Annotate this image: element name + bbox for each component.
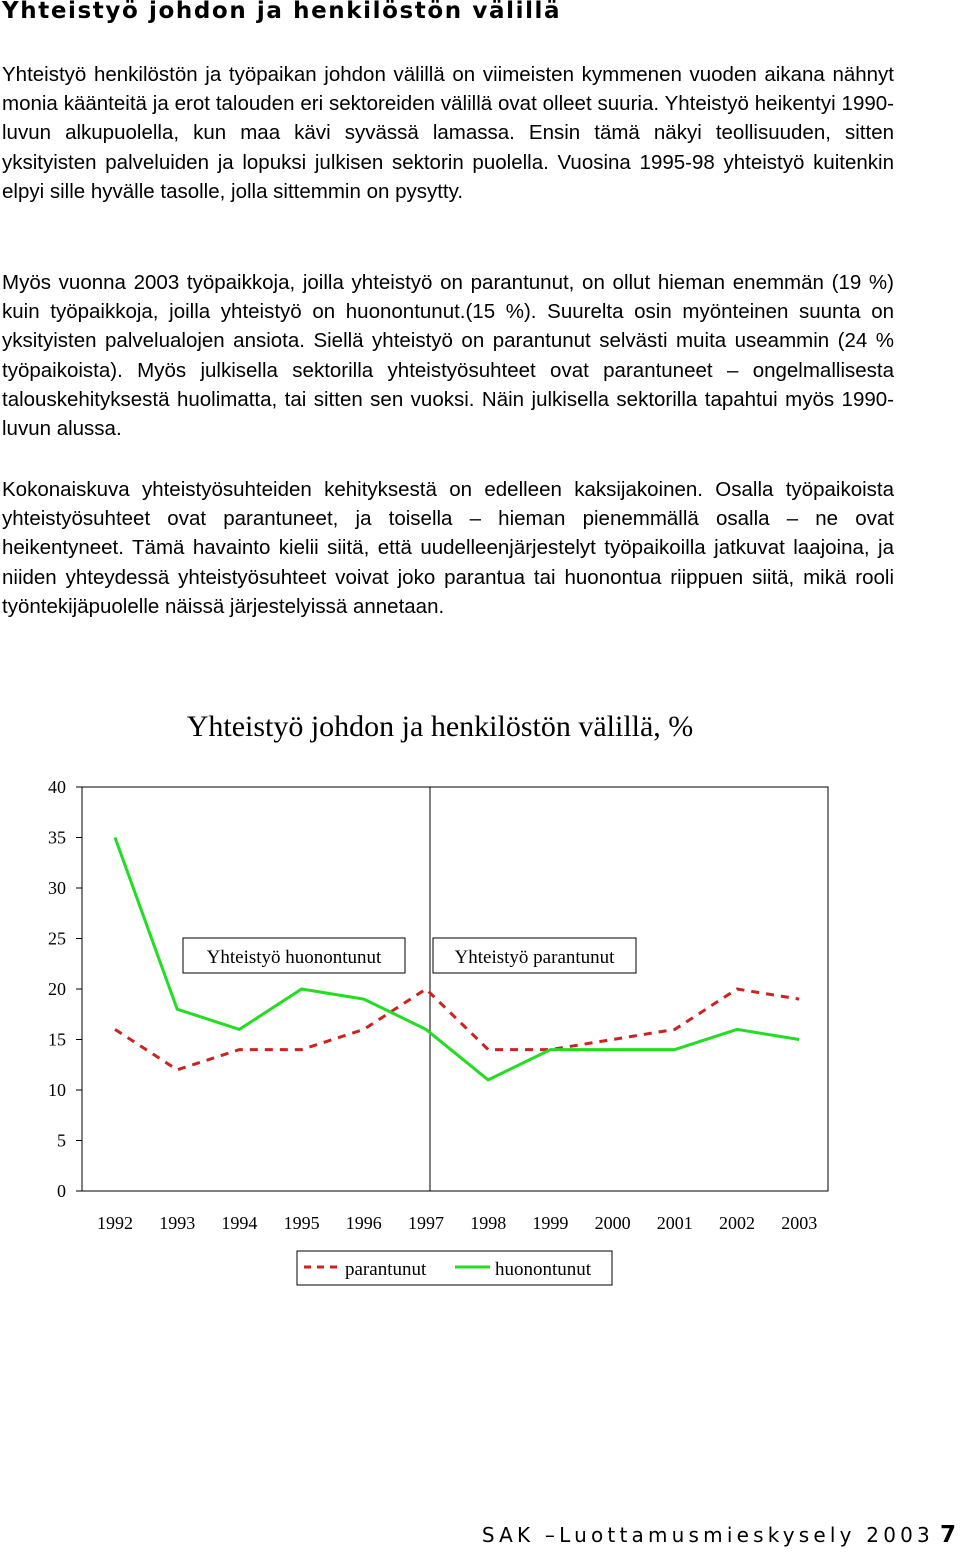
x-tick-label: 2002 bbox=[719, 1213, 755, 1233]
paragraph-3: Kokonaiskuva yhteistyösuhteiden kehityksestä on edelleen kaksijakoinen. Osalla työpaikoista yhteistyösuhteet ovat parantuneet, ja toisella – hieman pienemmällä osalla – ne ovat heikentyneet. Tämä havainto kielii siitä, että uudelleenjärjestelyt työpaikoilla jatkuvat laajoina, ja niiden yhteydessä yhteistyösuhteet voivat joko parantua tai huonontua riippuen siitä, mikä rooli työntekijäpuolelle näissä järjestelyissä annetaan. bbox=[2, 478, 894, 618]
page-number: 7 bbox=[939, 1522, 956, 1548]
x-tick-label: 1997 bbox=[408, 1213, 444, 1233]
y-tick-label: 0 bbox=[57, 1181, 66, 1201]
legend-label-huonontunut: huonontunut bbox=[495, 1259, 592, 1280]
y-tick-label: 35 bbox=[48, 827, 66, 848]
x-tick-label: 1993 bbox=[159, 1213, 196, 1233]
series-line-parantunut bbox=[115, 989, 799, 1070]
paragraph-2: Myös vuonna 2003 työpaikkoja, joilla yhteistyö on parantunut, on ollut hieman enemmän (19 %) kuin työpaikkoja, joilla yhteistyö on huonontunut.(15 %). Suurelta osin myönteinen suunta on yksityisten palvelualojen ansiota. Siellä yhteistyö on parantunut selvästi muita useammin (24 % työpaikoista). Myös julkisella sektorilla yhteistyösuhteet ovat parantuneet – ongelmallisesta talouskehityksestä huolimatta, tai sitten sen vuoksi. Näin julkisella sektorilla tapahtui myös 1990-luvun alussa. bbox=[2, 271, 894, 441]
x-tick-label: 1995 bbox=[283, 1213, 320, 1233]
x-tick-label: 2003 bbox=[781, 1213, 818, 1233]
annotation-label: Yhteistyö parantunut bbox=[454, 947, 615, 968]
y-tick-label: 20 bbox=[48, 979, 66, 999]
x-tick-label: 1992 bbox=[97, 1213, 133, 1233]
y-tick-label: 25 bbox=[48, 928, 66, 949]
paragraph-1: Yhteistyö henkilöstön ja työpaikan johdon välillä on viimeisten kymmenen vuoden aikana nähnyt monia käänteitä ja erot talouden eri sektoreiden välillä ovat olleet suuria. Yhteistyö heikentyi 1990-luvun alkupuolella, kun maa kävi syvässä lamassa. Ensin tämä näkyi teollisuuden, sitten yksityisten palveluiden ja lopuksi julkisen sektorin puolella. Vuosina 1995-98 yhteistyö kuitenkin elpyi sille hyvälle tasolle, jolla sittemmin on pysytty. bbox=[2, 63, 894, 203]
x-tick-label: 1999 bbox=[532, 1213, 569, 1233]
y-tick-label: 5 bbox=[57, 1130, 66, 1151]
x-tick-label: 1996 bbox=[345, 1213, 382, 1233]
page-heading: Yhteistyö johdon ja henkilöstön välillä bbox=[2, 0, 562, 24]
legend-label-parantunut: parantunut bbox=[345, 1259, 427, 1280]
footer-text: SAK –Luottamusmieskysely 2003 bbox=[481, 1523, 934, 1547]
y-tick-label: 30 bbox=[48, 878, 66, 898]
x-tick-label: 1998 bbox=[470, 1213, 507, 1233]
y-tick-label: 10 bbox=[48, 1080, 66, 1100]
x-tick-label: 1994 bbox=[221, 1213, 258, 1233]
plot-area bbox=[82, 787, 828, 1191]
footer bbox=[482, 1522, 956, 1548]
y-tick-label: 15 bbox=[48, 1029, 66, 1050]
x-tick-label: 2001 bbox=[656, 1213, 693, 1233]
chart-title: Yhteistyö johdon ja henkilöstön välillä, % bbox=[186, 710, 694, 743]
line-chart bbox=[0, 690, 960, 1300]
x-tick-label: 2000 bbox=[594, 1213, 631, 1233]
y-tick-label: 40 bbox=[48, 777, 66, 797]
annotation-label: Yhteistyö huonontunut bbox=[206, 947, 382, 968]
